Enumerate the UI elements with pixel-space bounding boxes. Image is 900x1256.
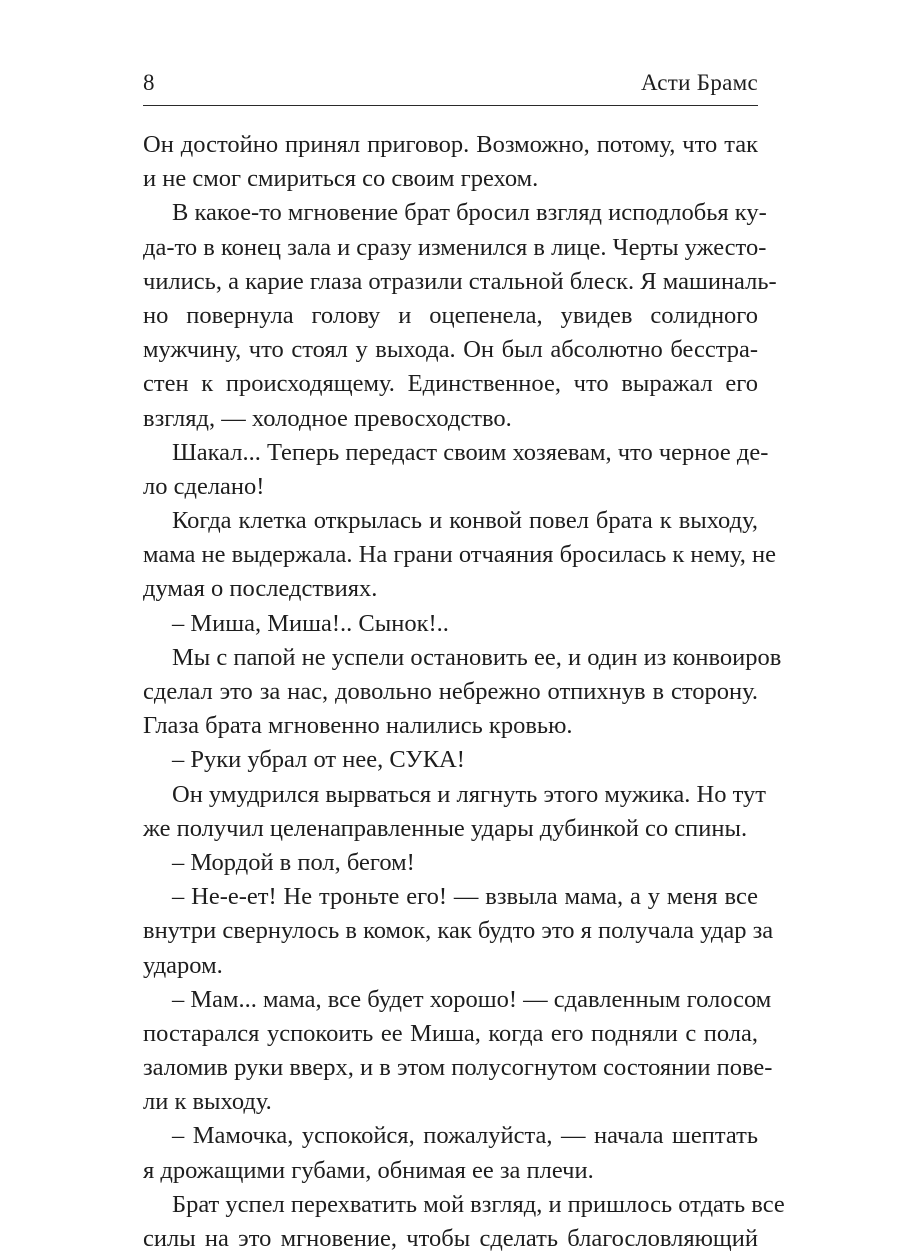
text-line: – Не-е-ет! Не троньте его! — взвыла мама, а у меня все	[172, 883, 758, 911]
text-line: внутри свернулось в комок, как будто это я получала удар за	[143, 917, 774, 945]
text-line: чились, а карие глаза отразили стальной блеск. Я машиналь-	[143, 267, 777, 295]
text-line: и не смог смириться со своим грехом.	[143, 165, 539, 193]
body-text	[143, 128, 785, 1256]
text-line: мама не выдержала. На грани отчаяния бросилась к нему, не	[143, 541, 776, 569]
text-line: заломив руки вверх, и в этом полусогнутом состоянии пове-	[143, 1054, 773, 1082]
paragraph	[143, 196, 777, 435]
text-line: силы на это мгновение, чтобы сделать благословляющий	[143, 1225, 758, 1252]
text-line: Глаза брата мгновенно налились кровью.	[143, 712, 573, 740]
text-line: ли к выходу.	[143, 1088, 272, 1116]
text-line: Когда клетка открылась и конвой повел брата к выходу,	[172, 507, 758, 535]
text-line: – Мам... мама, все будет хорошо! — сдавленным голосом	[172, 985, 772, 1013]
text-line: ударом.	[143, 951, 223, 979]
paragraph	[143, 607, 758, 641]
paragraph	[143, 846, 758, 880]
text-line: – Руки убрал от нее, СУКА!	[172, 746, 465, 774]
paragraph	[143, 983, 773, 1120]
text-line: же получил целенаправленные удары дубинкой со спины.	[143, 814, 748, 842]
paragraph	[143, 743, 758, 777]
text-line: мужчину, что стоял у выхода. Он был абсолютно бесстра-	[143, 336, 758, 364]
text-line: но повернула голову и оцепенела, увидев солидного	[143, 301, 758, 329]
text-line: – Миша, Миша!.. Сынок!..	[172, 609, 449, 637]
header-rule	[143, 105, 758, 106]
paragraph	[143, 778, 766, 846]
page-number: 8	[143, 70, 155, 95]
text-line: Шакал... Теперь передаст своим хозяевам, что черное де-	[172, 438, 769, 466]
text-line: – Мордой в пол, бегом!	[172, 848, 415, 876]
text-line: – Мамочка, успокойся, пожалуйста, — начала шептать	[172, 1122, 758, 1150]
paragraph	[143, 1119, 758, 1187]
paragraph	[143, 436, 769, 504]
running-head-author: Асти Брамс	[640, 70, 758, 95]
text-line: сделал это за нас, довольно небрежно отпихнув в сторону.	[143, 678, 758, 705]
text-line: Брат успел перехватить мой взгляд, и пришлось отдать все	[172, 1190, 785, 1218]
text-line: думая о последствиях.	[143, 575, 378, 603]
paragraph	[143, 1188, 785, 1256]
text-line: я дрожащими губами, обнимая ее за плечи.	[143, 1156, 594, 1184]
text-line: В какое-то мгновение брат бросил взгляд исподлобья ку-	[172, 199, 767, 227]
text-line: взгляд, — холодное превосходство.	[143, 404, 512, 432]
paragraph	[143, 880, 774, 983]
text-line: Он умудрился вырваться и лягнуть этого мужика. Но тут	[172, 780, 766, 808]
paragraph	[143, 504, 776, 607]
text-line: стен к происходящему. Единственное, что выражал его	[143, 370, 758, 398]
paragraph	[143, 128, 758, 196]
text-line: ло сделано!	[143, 472, 265, 500]
text-line: да-то в конец зала и сразу изменился в лице. Черты ужесто-	[143, 233, 767, 261]
paragraph	[143, 641, 782, 744]
text-line: постарался успокоить ее Миша, когда его подняли с пола,	[143, 1019, 758, 1047]
text-line: Мы с папой не успели остановить ее, и один из конвоиров	[172, 643, 782, 671]
text-line: Он достойно принял приговор. Возможно, потому, что так	[143, 131, 758, 158]
page-header	[143, 68, 758, 98]
